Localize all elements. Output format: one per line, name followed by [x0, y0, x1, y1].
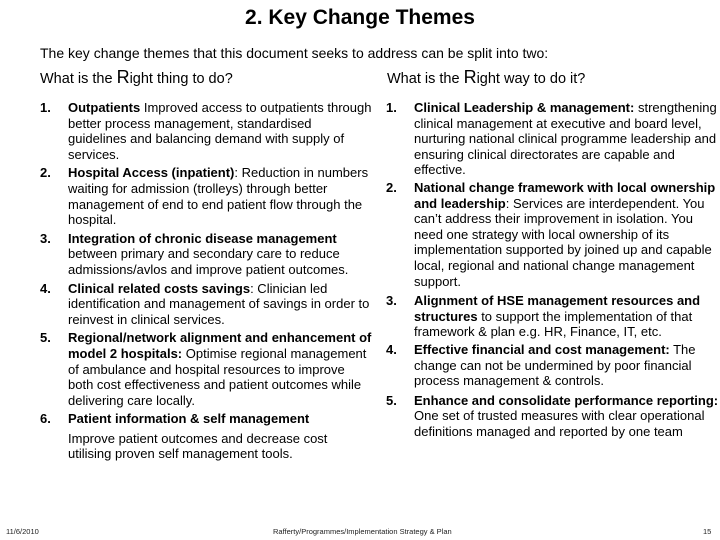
item-number: 5.: [40, 330, 51, 346]
item-text: Improve patient outcomes and decrease cost utilising proven self management tools.: [68, 430, 328, 462]
list-item: [386, 293, 720, 340]
item-text: to support the implementation of that framework & plan e.g. HR, Finance, IT, etc.: [414, 308, 693, 340]
item-number: 1.: [386, 100, 397, 115]
item-lead: Enhance and consolidate performance reporting:: [414, 392, 719, 408]
item-number: 1.: [40, 100, 51, 115]
list-item: [386, 393, 720, 440]
list-item: [40, 330, 372, 408]
footer-path: Rafferty/Programmes/Implementation Strategy & Plan: [273, 527, 452, 536]
item-text: between primary and secondary care to reduce admissions/avlos and improve patient outcomes.: [68, 246, 349, 277]
item-lead: Patient information & self management: [68, 411, 310, 427]
item-number: 5.: [386, 392, 397, 408]
item-number: 4.: [40, 280, 51, 296]
item-text: Improved access to outpatients through better process management, standardised guidelines and balancing demand with supply of services.: [68, 100, 372, 162]
right-heading-pre: What is the: [387, 71, 464, 87]
item-text: strengthening clinical management at executive and board level, nurturing national clinical programme leadership and ensuring clinical directorates are capable and effective.: [414, 100, 717, 178]
item-number: 2.: [40, 165, 51, 181]
right-heading-post: ight way to do it?: [476, 71, 586, 87]
right-thing-list: [40, 100, 372, 462]
left-heading-post: ight thing to do?: [129, 71, 233, 87]
right-way-list: [386, 100, 720, 439]
list-item: [40, 100, 372, 162]
footer-date: 11/6/2010: [6, 527, 39, 536]
left-heading-big-letter: R: [116, 67, 130, 87]
item-number: 2.: [386, 179, 397, 195]
right-column-heading: [387, 67, 585, 88]
item-lead: National change framework with local ownership and leadership: [414, 179, 716, 211]
list-item: [40, 231, 372, 278]
item-number: 6.: [40, 411, 51, 427]
item-lead: Regional/network alignment and enhancement of model 2 hospitals:: [68, 330, 372, 361]
item-lead: Outpatients: [68, 100, 141, 115]
item-lead: Clinical Leadership & management:: [414, 100, 635, 115]
list-item: [386, 100, 720, 178]
list-item: [386, 342, 720, 389]
footer-page-number: 15: [703, 527, 712, 536]
item-number: 4.: [386, 341, 397, 357]
list-item: [40, 165, 372, 227]
list-item: [40, 411, 372, 462]
item-lead: Clinical related costs savings: [68, 280, 251, 296]
left-column-heading: [40, 67, 233, 88]
intro-text: The key change themes that this document seeks to address can be split into two:: [40, 45, 549, 61]
item-lead: Integration of chronic disease management: [68, 230, 337, 246]
item-text: : Clinician led identification and management of savings in order to reinvest in clinical services.: [68, 280, 370, 327]
item-number: 3.: [40, 230, 51, 246]
item-text: One set of trusted measures with clear operational definitions managed and reported by one team: [414, 408, 705, 439]
item-text: : Reduction in numbers waiting for admission (trolleys) through better management of end to end patient flow through the hospital.: [68, 165, 369, 228]
left-heading-pre: What is the: [40, 71, 117, 87]
page-title: 2. Key Change Themes: [245, 6, 475, 29]
item-text: : Services are interdependent. You can’t address their improvement in isolation. You need one strategy with local ownership of its implementation supported by joined up and capable local, regional and national change management support.: [414, 195, 712, 289]
item-lead: Effective financial and cost management:: [414, 341, 670, 357]
list-item: [386, 180, 720, 289]
item-text: Optimise regional management of ambulance and hospital resources to improve both cost effectiveness and patient outcomes while delivering care locally.: [68, 345, 367, 408]
item-number: 3.: [386, 293, 397, 309]
item-lead: Alignment of HSE management resources and structures: [414, 293, 701, 324]
item-lead: Hospital Access (inpatient): [68, 165, 235, 181]
list-item: [40, 281, 372, 328]
right-heading-big-letter: R: [463, 67, 477, 87]
item-text: The change can not be undermined by poor financial process management & controls.: [414, 341, 696, 389]
